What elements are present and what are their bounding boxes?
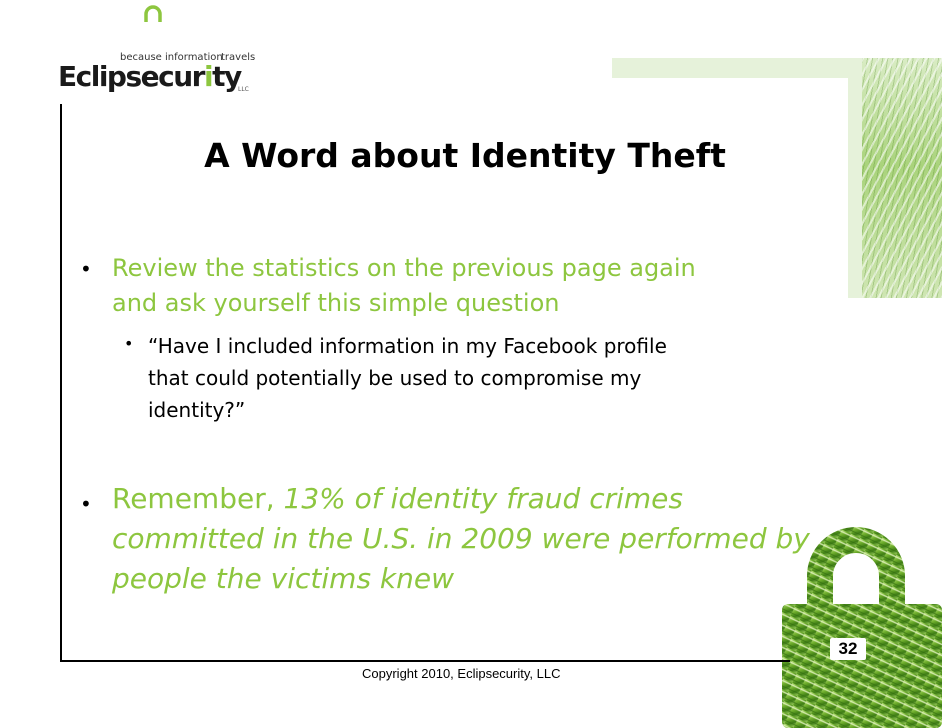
frame-left-border: [60, 104, 62, 660]
decorative-band-top: [612, 58, 864, 78]
padlock-icon: [141, 2, 165, 52]
sub-bullet-line-2: that could potentially be used to compromise my: [148, 366, 642, 390]
logo-tagline-right: travels: [221, 52, 256, 63]
bullet2-line-3: [112, 562, 454, 595]
eclipsecurity-logo: [58, 44, 258, 104]
decorative-band-side: [848, 58, 862, 298]
bullet2-line-1: [112, 482, 683, 515]
bullet2-lead: Remember,: [112, 482, 284, 515]
sub-bullet-marker: •: [124, 334, 134, 353]
bullet1-line-1: Review the statistics on the previous page again: [112, 254, 696, 282]
bullet-marker: •: [80, 492, 92, 516]
logo-wordmark-prefix: Eclipsecur: [58, 60, 204, 93]
logo-tagline-left: because information: [120, 52, 223, 63]
bullet2-line-2-text: committed in the U.S. in 2009 were performed by: [112, 522, 810, 555]
decorative-grass-panel: [862, 58, 942, 298]
bullet2-line-3-text: people the victims knew: [112, 562, 455, 595]
logo-llc: LLC: [238, 86, 249, 93]
slide-title: A Word about Identity Theft: [204, 136, 726, 175]
bullet1-line-2: and ask yourself this simple question: [112, 289, 560, 317]
bullet2-line-1-italic: 13% of identity fraud crimes: [283, 482, 683, 515]
logo-wordmark: [58, 60, 241, 93]
logo-wordmark-suffix: ty: [212, 60, 241, 93]
bullet-marker: •: [80, 257, 92, 281]
copyright-footer: Copyright 2010, Eclipsecurity, LLC: [362, 666, 561, 681]
bullet2-line-2: [112, 522, 810, 555]
frame-bottom-border: [60, 660, 790, 662]
sub-bullet-line-1: “Have I included information in my Facebook profile: [148, 334, 667, 358]
page-number: 32: [838, 639, 858, 658]
sub-bullet-line-3: identity?”: [148, 398, 246, 422]
logo-wordmark-lock-letter: i: [203, 60, 213, 93]
